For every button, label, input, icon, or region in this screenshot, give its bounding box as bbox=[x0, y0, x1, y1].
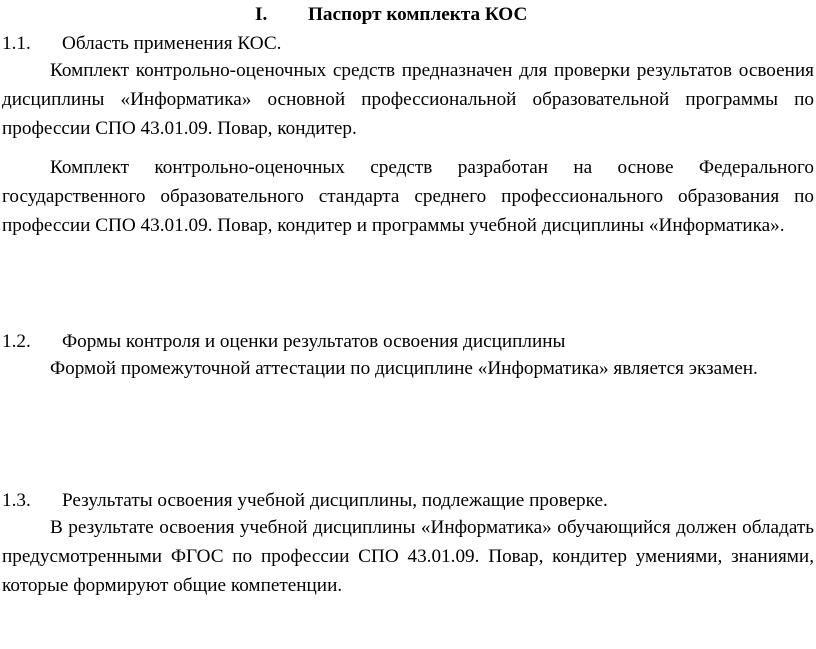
paragraph-1-1-purpose: Комплект контрольно-оценочных средств предназначен для проверки результатов освоения дисциплины «Информатика» основной профессиональной образовательной программы по профессии СПО 43.01.09. Повар, кондитер. bbox=[2, 60, 814, 139]
subsection-title-1-3: Результаты освоения учебной дисциплины, подлежащие проверке. bbox=[62, 490, 608, 511]
paragraph-1-3-results: В результате освоения учебной дисциплины «Информатика» обучающийся должен обладать предусмотренными ФГОС по профессии СПО 43.01.09. Повар, кондитер умениями, знаниями, которые формируют общие компетенции. bbox=[2, 517, 814, 596]
section-title-text: Паспорт комплекта КОС bbox=[308, 4, 528, 25]
paragraph-1-2-form: Формой промежуточной аттестации по дисциплине «Информатика» является экзамен. bbox=[50, 358, 758, 379]
subsection-number-1-3: 1.3. bbox=[2, 490, 31, 511]
subsection-number-1-2: 1.2. bbox=[2, 331, 31, 352]
subsection-title-1-2: Формы контроля и оценки результатов освоения дисциплины bbox=[62, 331, 566, 352]
subsection-title-1-1: Область применения КОС. bbox=[62, 33, 282, 54]
section-number: I. bbox=[255, 4, 268, 25]
subsection-number-1-1: 1.1. bbox=[2, 33, 31, 54]
paragraph-1-1-basis: Комплект контрольно-оценочных средств разработан на основе Федерального государственного образовательного стандарта среднего профессионального образования по профессии СПО 43.01.09. Повар, кондитер и программы учебной дисциплины «Информатика». bbox=[2, 157, 814, 236]
